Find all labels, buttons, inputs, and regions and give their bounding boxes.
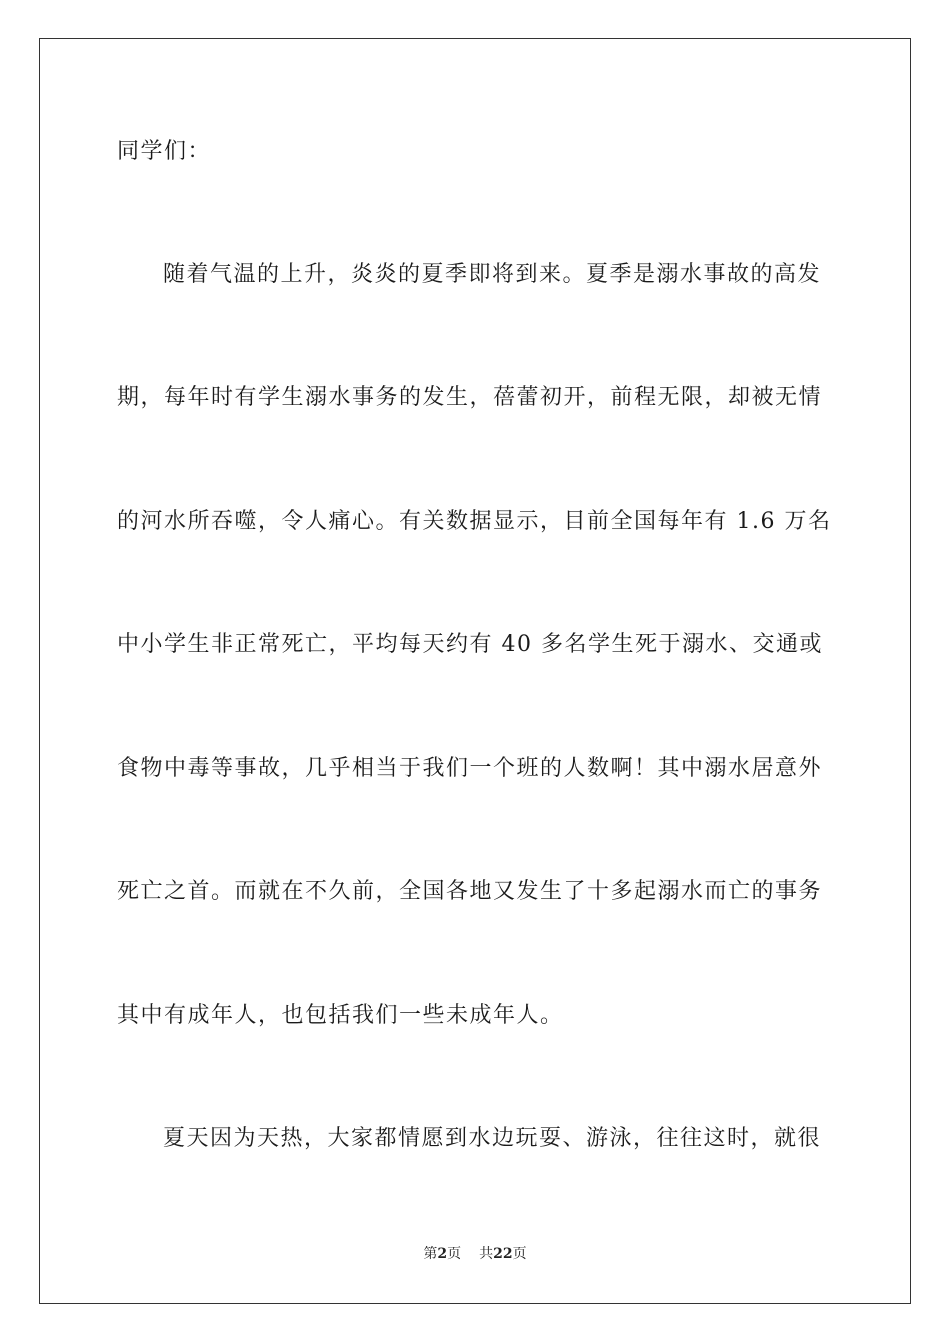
page-number: 2 xyxy=(437,1246,448,1262)
paragraph-line: 食物中毒等事故，几乎相当于我们一个班的人数啊！其中溺水居意外 xyxy=(117,756,823,781)
total-pages: 22 xyxy=(493,1246,513,1262)
paragraph-line: 其中有成年人，也包括我们一些未成年人。 xyxy=(117,1003,564,1028)
paragraph-line: 期，每年时有学生溺水事务的发生，蓓蕾初开，前程无限，却被无情 xyxy=(117,385,823,410)
page-prefix: 第 xyxy=(423,1246,438,1262)
total-suffix: 页 xyxy=(512,1246,527,1262)
paragraph-line: 夏天因为天热，大家都情愿到水边玩耍、游泳，往往这时，就很 xyxy=(163,1126,822,1151)
total-prefix: 共 xyxy=(479,1246,494,1262)
paragraph-line: 随着气温的上升，炎炎的夏季即将到来。夏季是溺水事故的高发 xyxy=(163,262,822,287)
page-footer xyxy=(0,1245,950,1263)
page-suffix: 页 xyxy=(447,1246,462,1262)
page-border xyxy=(39,38,911,1304)
paragraph-line: 的河水所吞噬，令人痛心。有关数据显示，目前全国每年有 1.6 万名 xyxy=(117,509,832,534)
paragraph-line: 死亡之首。而就在不久前，全国各地又发生了十多起溺水而亡的事务 xyxy=(117,879,823,904)
salutation: 同学们： xyxy=(117,139,212,164)
paragraph-line: 中小学生非正常死亡，平均每天约有 40 多名学生死于溺水、交通或 xyxy=(117,632,823,657)
